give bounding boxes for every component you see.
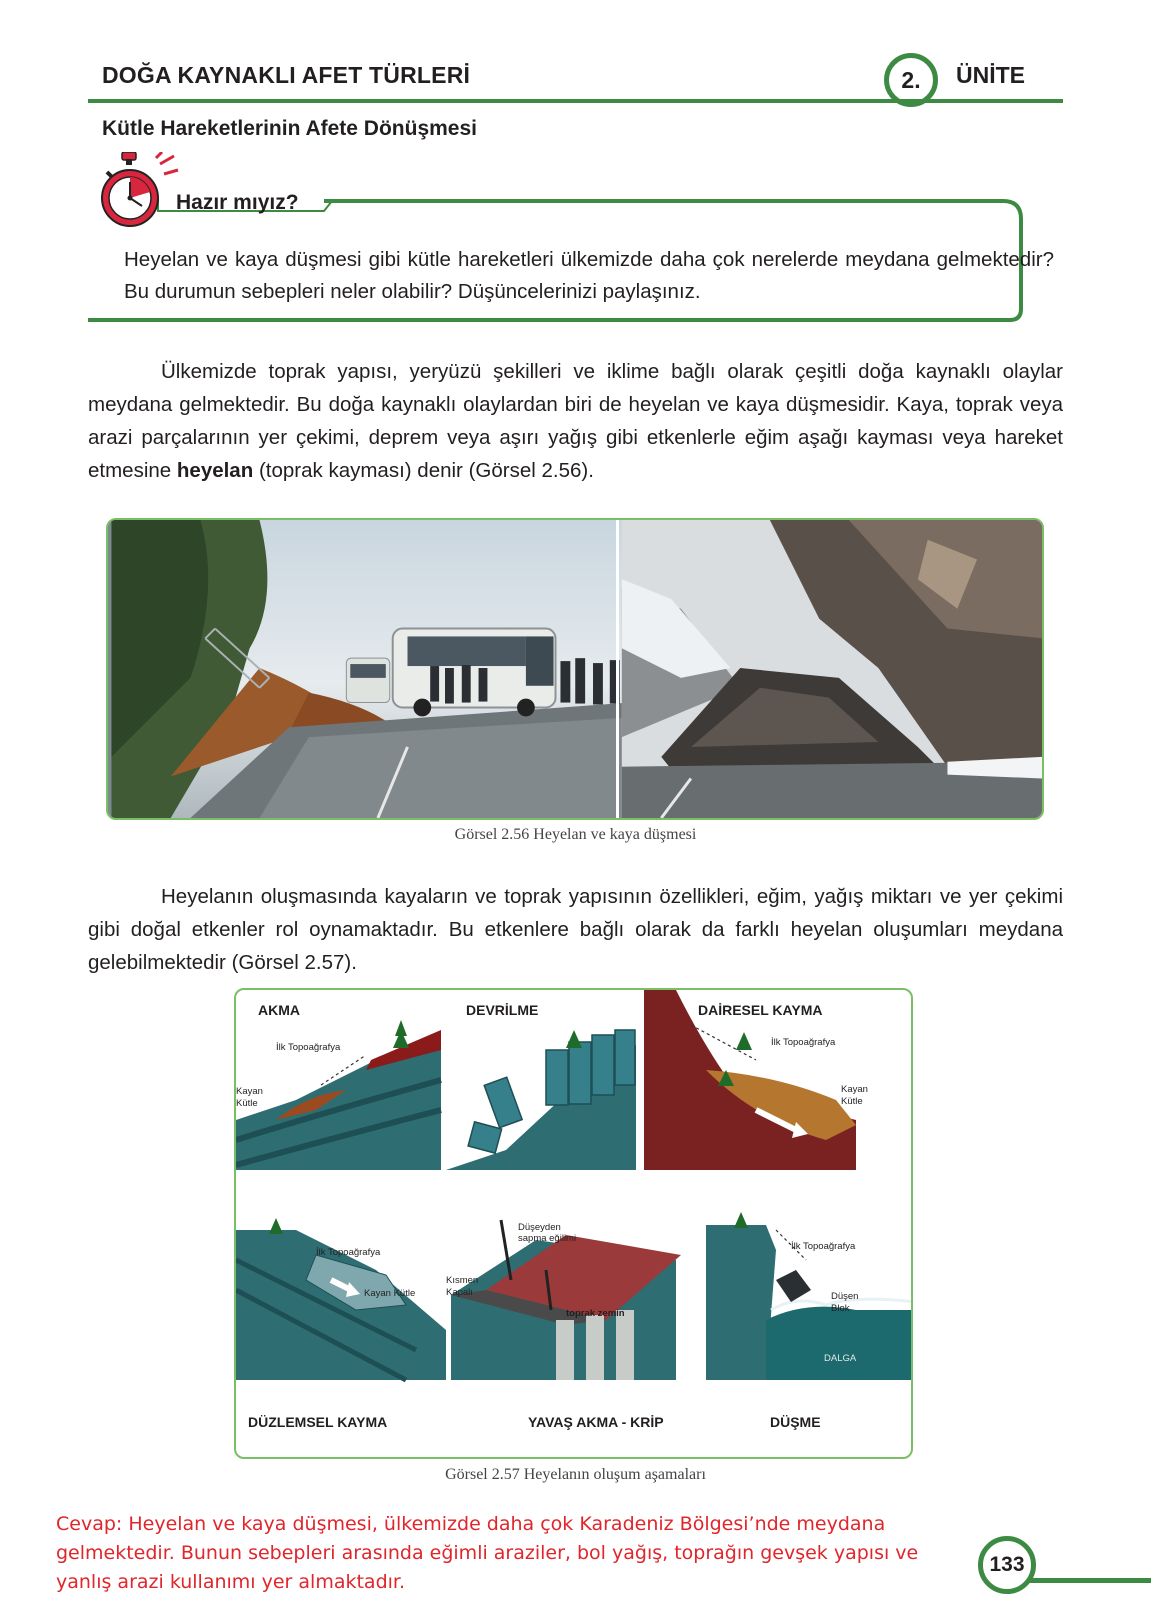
dairesel-label-mass-2: Kütle <box>841 1096 863 1107</box>
panel-dusme-title: DÜŞME <box>770 1414 821 1430</box>
paragraph-intro <box>88 355 1063 487</box>
ready-box-title: Hazır mıyız? <box>176 191 299 214</box>
photo-caption: Görsel 2.56 Heyelan ve kaya düşmesi <box>454 826 697 843</box>
unit-number-badge: 2. <box>884 53 938 107</box>
dairesel-label-topography: İlk Topoağrafya <box>771 1037 836 1048</box>
duzlemsel-illustration <box>236 1218 446 1380</box>
krip-label-tilt-1: Düşeyden <box>518 1222 561 1233</box>
panel-duzlemsel-title: DÜZLEMSEL KAYMA <box>248 1414 388 1430</box>
krip-label-closed-2: Kapalı <box>446 1287 473 1298</box>
landslide-photo-frame <box>106 518 1044 820</box>
krip-label-closed-1: Kısmen <box>446 1275 479 1286</box>
akma-label-mass-1: Kayan <box>236 1086 263 1097</box>
duzlemsel-label-topography: İlk Topoağrafya <box>316 1247 381 1258</box>
krip-label-tilt-2: sapma eğilimi <box>518 1233 577 1244</box>
panel-akma-title: AKMA <box>258 1002 300 1018</box>
akma-label-mass-2: Kütle <box>236 1098 258 1109</box>
ready-box-question: Heyelan ve kaya düşmesi gibi kütle hareketleri ülkemizde daha çok nerelerde meydana gelmektedir? Bu durumun sebepleri neler olabilir? Düşüncelerinizi paylaşınız. <box>124 248 1054 303</box>
dusme-label-block-2: Blok <box>831 1303 850 1314</box>
page-number-badge: 133 <box>978 1536 1036 1594</box>
paragraph-intro-text: Ülkemizde toprak yapısı, yeryüzü şekilleri ve iklime bağlı olarak çeşitli doğa kaynaklı olaylar meydana gelmektedir. Bu doğa kaynaklı olaylardan biri de heyelan ve kaya düşmesidir. Kaya, toprak veya arazi parçalarının yer çekimi, deprem veya aşırı yağış gibi etkenlerle eğim aşağı kayması veya hareket etmesine <box>88 360 1063 482</box>
dusme-label-topography: İlk Topoağrafya <box>791 1241 856 1252</box>
dusme-label-block-1: Düşen <box>831 1291 859 1302</box>
panel-devrilme-title: DEVRİLME <box>466 1002 539 1018</box>
dusme-illustration <box>706 1212 913 1380</box>
unit-label: ÜNİTE <box>956 62 1025 88</box>
header-divider <box>88 99 1063 103</box>
dusme-label-wave: DALGA <box>824 1353 857 1364</box>
landslide-types-diagram <box>234 988 913 1459</box>
akma-label-topography: İlk Topoağrafya <box>276 1042 341 1053</box>
dairesel-label-mass-1: Kayan <box>841 1084 868 1095</box>
diagram-caption: Görsel 2.57 Heyelanın oluşum aşamaları <box>445 1466 706 1483</box>
answer-text: Cevap: Heyelan ve kaya düşmesi, ülkemizde daha çok Karadeniz Bölgesi’nde meydana gelmektedir. Bunun sebepleri arasında eğimli araziler, bol yağış, toprağın gevşek yapısı ve yanlış arazi kullanımı yer almaktadır. <box>56 1513 919 1593</box>
krip-illustration <box>451 1220 681 1380</box>
landslide-bus-photo <box>108 520 634 818</box>
paragraph-factors <box>88 880 1063 979</box>
panel-krip-title: YAVAŞ AKMA - KRİP <box>528 1414 664 1430</box>
landslide-types-illustration <box>236 990 913 1459</box>
paragraph-intro-end: (toprak kayması) denir (Görsel 2.56). <box>253 459 594 482</box>
krip-label-ground: toprak zemin <box>566 1308 625 1319</box>
section-title: Kütle Hareketlerinin Afete Dönüşmesi <box>102 117 477 140</box>
rockfall-photo <box>619 520 1044 818</box>
stopwatch-icon <box>100 152 180 234</box>
panel-dairesel-title: DAİRESEL KAYMA <box>698 1002 823 1018</box>
duzlemsel-label-mass: Kayan Kütle <box>364 1288 416 1299</box>
footer-divider <box>1028 1578 1151 1583</box>
paragraph-factors-text: Heyelanın oluşmasında kayaların ve toprak yapısının özellikleri, eğim, yağış miktarı ve yer çekimi gibi doğal etkenler rol oynamaktadır. Bu etkenlere bağlı olarak da farklı heyelan oluşumları meydana gelebilmektedir (Görsel 2.57). <box>88 885 1063 974</box>
devrilme-illustration <box>446 1030 636 1170</box>
term-heyelan: heyelan <box>176 459 254 482</box>
page-header-title: DOĞA KAYNAKLI AFET TÜRLERİ <box>102 62 471 88</box>
